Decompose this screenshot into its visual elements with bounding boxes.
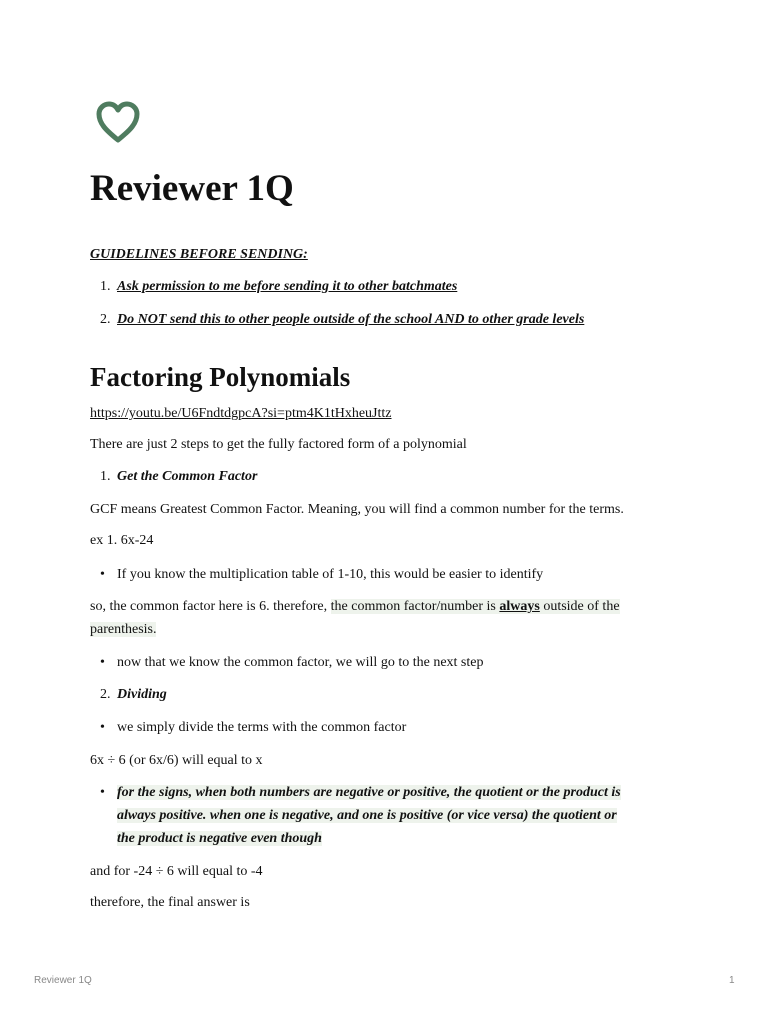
- guideline-2: Do NOT send this to other people outside of the school AND to other grade levels: [117, 312, 585, 327]
- common-factor-part-c: outside of the: [539, 599, 620, 614]
- signs-line-3-wrap: [117, 827, 322, 850]
- guideline-2-number: 2.: [100, 312, 111, 327]
- common-factor-part-d: parenthesis.: [90, 622, 157, 637]
- guideline-1-number: 1.: [100, 279, 111, 294]
- guideline-1: Ask permission to me before sending it to other batchmates: [117, 279, 458, 294]
- example-text: ex 1. 6x-24: [90, 533, 154, 548]
- gcf-text: GCF means Greatest Common Factor. Meaning, you will find a common number for the terms.: [90, 502, 624, 517]
- guidelines-heading: GUIDELINES BEFORE SENDING:: [90, 247, 308, 262]
- common-factor-line-2: [90, 618, 156, 641]
- bullet-marker: •: [100, 785, 105, 800]
- bullet-marker: •: [100, 720, 105, 735]
- page-number: 1: [729, 975, 735, 986]
- bullet-marker: •: [100, 655, 105, 670]
- section-title: Factoring Polynomials: [90, 362, 351, 392]
- heart-outline-icon: [95, 100, 141, 144]
- signs-line-3: the product is negative even though: [117, 831, 322, 846]
- division-2: and for -24 ÷ 6 will equal to -4: [90, 864, 263, 879]
- document-title: Reviewer 1Q: [90, 168, 294, 209]
- step-1-number: 1.: [100, 469, 111, 484]
- signs-line-2: always positive. when one is negative, and one is positive (or vice versa) the quotient or: [117, 808, 617, 823]
- footer-title: Reviewer 1Q: [34, 975, 92, 986]
- common-factor-text: [90, 595, 620, 618]
- always-emphasis: always: [499, 599, 540, 614]
- video-link[interactable]: https://youtu.be/U6FndtdgpcA?si=ptm4K1tHxheuJttz: [90, 406, 392, 421]
- final-answer-text: therefore, the final answer is: [90, 895, 250, 910]
- step-2-title: Dividing: [117, 687, 167, 702]
- bullet-multiplication: If you know the multiplication table of 1-10, this would be easier to identify: [117, 567, 544, 582]
- bullet-next-step: now that we know the common factor, we will go to the next step: [117, 655, 484, 670]
- division-1: 6x ÷ 6 (or 6x/6) will equal to x: [90, 753, 263, 768]
- intro-text: There are just 2 steps to get the fully factored form of a polynomial: [90, 437, 467, 452]
- signs-line-1-wrap: [117, 781, 621, 804]
- bullet-divide: we simply divide the terms with the common factor: [117, 720, 407, 735]
- common-factor-part-a: so, the common factor here is 6. therefore,: [90, 599, 331, 614]
- step-2-number: 2.: [100, 687, 111, 702]
- bullet-marker: •: [100, 567, 105, 582]
- common-factor-part-b: the common factor/number is: [330, 599, 500, 614]
- step-1-title: Get the Common Factor: [117, 469, 258, 484]
- signs-line-1: for the signs, when both numbers are negative or positive, the quotient or the product is: [117, 785, 621, 800]
- signs-line-2-wrap: [117, 804, 617, 827]
